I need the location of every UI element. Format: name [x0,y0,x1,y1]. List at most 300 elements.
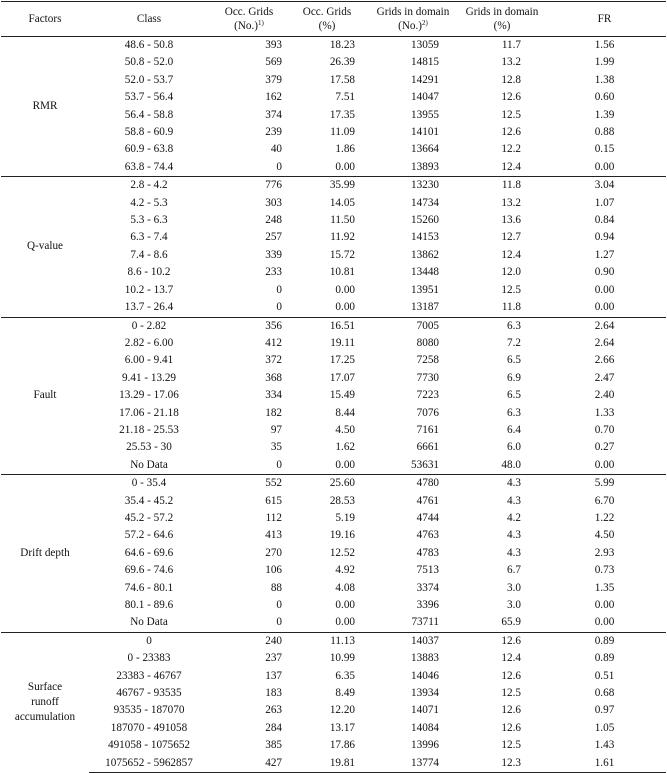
factor-cell [1,317,89,475]
occ-grids-pct-cell: 5.19 [335,511,355,524]
fr-cell: 0.88 [594,126,615,139]
class-cell: 187070 - 491058 [110,721,188,734]
fr-cell: 0.73 [594,564,615,577]
table-row [1,195,666,212]
factor-label: Q-value [26,240,64,253]
occ-grids-pct-cell: 4.92 [335,564,355,577]
occ-grids-no-cell: 412 [265,336,282,349]
grids-domain-pct-cell: 4.3 [507,494,521,507]
factor-label-line: accumulation [14,711,76,724]
grids-domain-no-cell: 14047 [411,91,439,104]
class-cell: 53.7 - 56.4 [124,91,174,104]
fr-cell: 2.93 [594,546,615,559]
class-cell: No Data [130,458,168,471]
factor-cell [1,177,89,317]
table-row [1,141,666,158]
header-grids-domain-pct-line2: (%) [493,20,511,32]
table-row [1,702,666,719]
grids-domain-no-cell: 13187 [411,301,439,314]
factor-label: RMR [32,100,58,113]
occ-grids-no-cell: 182 [265,406,282,419]
factor-cell [1,37,89,177]
grids-domain-pct-cell: 4.3 [507,546,521,559]
grids-domain-pct-cell: 12.5 [501,739,521,752]
fr-cell: 3.04 [543,177,666,195]
table-row [1,54,666,71]
grids-domain-no-cell: 13230 [365,177,461,195]
grids-domain-no-cell: 7730 [416,371,439,384]
header-fr [543,2,666,37]
grids-domain-no-cell: 14291 [411,73,439,86]
class-cell: 491058 - 1075652 [107,739,191,752]
class-cell: 2.82 - 6.00 [124,336,174,349]
occ-grids-no-cell: 339 [265,248,282,261]
header-grids-domain-pct [461,2,543,37]
occ-grids-no-cell: 137 [265,669,282,682]
fr-cell: 1.39 [594,108,615,121]
occ-grids-no-cell: 385 [265,739,282,752]
table-row [1,159,666,177]
factor-cell [1,632,89,772]
grids-domain-pct-cell: 13.2 [501,56,521,69]
table-row [1,405,666,422]
occ-grids-no-cell: 233 [265,266,282,279]
fr-cell: 5.99 [543,475,666,493]
factor-cell [1,475,89,633]
grids-domain-pct-cell: 6.5 [507,389,521,402]
table-row [1,282,666,299]
table-row [1,668,666,685]
occ-grids-no-cell: 270 [265,546,282,559]
occ-grids-no-cell: 0 [276,458,282,471]
fr-cell: 0.89 [594,652,615,665]
occ-grids-pct-cell: 17.25 [329,354,355,367]
grids-domain-pct-cell: 6.0 [507,441,521,454]
occ-grids-no-cell: 162 [265,91,282,104]
grids-domain-pct-cell: 12.0 [501,266,521,279]
grids-domain-pct-cell: 12.6 [501,704,521,717]
occ-grids-pct-cell: 14.05 [329,196,355,209]
occ-grids-pct-cell: 18.23 [289,37,365,55]
fr-cell: 1.99 [594,56,615,69]
occ-grids-no-cell: 0 [276,599,282,611]
grids-domain-no-cell: 13955 [411,108,439,121]
occ-grids-pct-cell: 11.92 [330,231,355,244]
grids-domain-pct-cell: 12.3 [461,755,543,773]
grids-domain-pct-cell: 12.2 [501,143,521,156]
occ-grids-pct-cell: 11.09 [330,126,355,139]
occ-grids-pct-cell: 0.00 [335,599,355,611]
occ-grids-pct-cell: 8.49 [335,687,355,700]
grids-domain-no-cell: 4763 [416,529,439,542]
table-row [1,614,666,632]
occ-grids-no-cell: 112 [265,511,282,524]
occ-grids-no-cell: 35 [270,441,282,454]
grids-domain-pct-cell: 3.0 [507,581,521,594]
grids-domain-pct-cell: 12.4 [501,248,521,261]
class-cell: 25.53 - 30 [126,441,172,454]
occ-grids-pct-cell: 15.49 [329,389,355,402]
header-factors-text: Factors [28,13,62,25]
class-cell: 56.4 - 58.8 [124,108,174,121]
factor-label-line: runoff [31,696,59,709]
grids-domain-no-cell: 4761 [416,494,439,507]
class-cell: 80.1 - 89.6 [124,599,174,611]
grids-domain-no-cell: 73711 [411,616,439,629]
grids-domain-no-cell: 7076 [416,406,439,419]
header-fr-text: FR [597,13,612,25]
occ-grids-no-cell: 240 [209,632,289,650]
grids-domain-pct-cell: 12.5 [501,108,521,121]
occ-grids-pct-cell: 0.00 [335,160,355,173]
grids-domain-no-cell: 13996 [411,739,439,752]
table-row [1,562,666,579]
factor-label-line: Surface [27,681,63,694]
grids-domain-no-cell: 6661 [416,441,439,454]
occ-grids-no-cell: 334 [265,389,282,402]
grids-domain-no-cell: 13893 [411,160,439,173]
fr-cell: 1.56 [543,37,666,55]
table-row [1,335,666,352]
grids-domain-no-cell: 13059 [365,37,461,55]
factor-label: Drift depth [20,546,70,559]
occ-grids-pct-cell: 4.08 [335,581,355,594]
grids-domain-pct-cell: 11.8 [501,301,521,314]
table-row [1,597,666,614]
class-cell: 45.2 - 57.2 [124,511,174,524]
occ-grids-no-cell: 374 [265,108,282,121]
occ-grids-pct-cell: 1.62 [335,441,355,454]
header-occ-grids-no-line2: (No.) [234,20,259,32]
grids-domain-pct-cell: 12.6 [501,721,521,734]
grids-domain-no-cell: 14037 [365,632,461,650]
table-row [1,545,666,562]
class-cell: 5.3 - 6.3 [130,214,168,227]
header-class-text: Class [136,13,162,25]
occ-grids-no-cell: 303 [265,196,282,209]
table-row [1,720,666,737]
occ-grids-no-cell: 183 [265,687,282,700]
class-cell: 0 [89,632,209,650]
class-cell: 17.06 - 21.18 [119,406,179,419]
class-cell: 1075652 - 5962857 [89,755,209,773]
table-row [1,89,666,106]
occ-grids-pct-cell: 19.11 [330,336,355,349]
occ-grids-pct-cell: 13.17 [329,721,355,734]
occ-grids-pct-cell: 7.51 [335,91,355,104]
occ-grids-pct-cell: 28.53 [329,494,355,507]
grids-domain-pct-cell: 12.4 [501,652,521,665]
class-cell: 0 - 35.4 [89,475,209,493]
grids-domain-no-cell: 3396 [416,599,439,611]
occ-grids-pct-cell: 1.86 [335,143,355,156]
table-row [1,37,666,55]
grids-domain-no-cell: 13774 [365,755,461,773]
class-cell: 6.3 - 7.4 [130,231,168,244]
occ-grids-no-cell: 569 [265,56,282,69]
class-cell: 13.29 - 17.06 [119,389,179,402]
grids-domain-pct-cell: 11.7 [461,37,543,55]
class-cell: 93535 - 187070 [113,704,185,717]
header-occ-grids-pct-line1: Occ. Grids [302,6,352,18]
fr-cell: 0.00 [594,301,615,314]
fr-cell: 1.07 [594,196,615,209]
grids-domain-no-cell: 13951 [411,283,439,296]
class-cell: 7.4 - 8.6 [130,248,168,261]
fr-cell: 1.27 [594,248,615,261]
grids-domain-pct-cell: 12.8 [501,73,521,86]
class-cell: 10.2 - 13.7 [124,283,174,296]
class-cell: 63.8 - 74.4 [124,160,174,173]
occ-grids-no-cell: 248 [265,214,282,227]
fr-cell: 1.35 [594,581,615,594]
fr-cell: 4.50 [594,529,615,542]
occ-grids-no-cell: 552 [209,475,289,493]
table-row [1,580,666,597]
occ-grids-no-cell: 263 [265,704,282,717]
fr-cell: 2.47 [594,371,615,384]
occ-grids-pct-cell: 17.58 [329,73,355,86]
footnote-marker-2: 2) [422,19,428,27]
occ-grids-pct-cell: 17.35 [329,108,355,121]
grids-domain-pct-cell: 4.2 [507,511,521,524]
grids-domain-no-cell: 8080 [416,336,439,349]
grids-domain-pct-cell: 12.5 [501,687,521,700]
fr-cell: 0.00 [594,160,615,173]
frequency-ratio-table [1,1,666,773]
occ-grids-no-cell: 0 [276,616,282,629]
fr-cell: 0.97 [594,704,615,717]
grids-domain-pct-cell: 12.6 [461,632,543,650]
grids-domain-pct-cell: 12.7 [501,231,521,244]
occ-grids-pct-cell: 12.52 [329,546,355,559]
occ-grids-pct-cell: 15.72 [329,248,355,261]
grids-domain-no-cell: 14815 [411,56,439,69]
table-row [1,72,666,89]
grids-domain-pct-cell: 13.2 [501,196,521,209]
grids-domain-pct-cell: 12.4 [501,160,521,173]
header-grids-domain-no [365,2,461,37]
fr-cell: 0.70 [594,423,615,436]
grids-domain-no-cell: 4780 [365,475,461,493]
grids-domain-no-cell: 53631 [411,458,439,471]
class-cell: No Data [130,616,168,629]
occ-grids-no-cell: 393 [209,37,289,55]
fr-cell: 0.00 [594,599,615,611]
class-cell: 2.8 - 4.2 [89,177,209,195]
fr-cell: 0.00 [594,458,615,471]
class-cell: 23383 - 46767 [116,669,182,682]
header-occ-grids-no [209,2,289,37]
table-row [1,264,666,281]
grids-domain-pct-cell: 6.5 [507,354,521,367]
header-occ-grids-pct [289,2,365,37]
class-cell: 60.9 - 63.8 [124,143,174,156]
occ-grids-no-cell: 97 [270,423,282,436]
grids-domain-pct-cell: 6.4 [507,423,521,436]
fr-cell: 1.61 [543,755,666,773]
grids-domain-no-cell: 14046 [411,669,439,682]
grids-domain-pct-cell: 48.0 [501,458,521,471]
occ-grids-pct-cell: 0.00 [335,283,355,296]
grids-domain-no-cell: 7513 [416,564,439,577]
class-cell: 57.2 - 64.6 [124,529,174,542]
grids-domain-no-cell: 14071 [411,704,439,717]
class-cell: 4.2 - 5.3 [130,196,168,209]
occ-grids-no-cell: 40 [270,143,282,156]
fr-cell: 0.00 [594,283,615,296]
fr-cell: 1.43 [594,739,615,752]
table-row [1,352,666,369]
fr-cell: 0.00 [594,616,615,629]
fr-cell: 2.40 [594,389,615,402]
table-row [1,370,666,387]
table-row [1,177,666,195]
fr-cell: 2.64 [543,317,666,335]
occ-grids-no-cell: 88 [270,581,282,594]
occ-grids-pct-cell: 10.81 [329,266,355,279]
header-factors [1,2,89,37]
occ-grids-pct-cell: 11.13 [289,632,365,650]
occ-grids-pct-cell: 10.99 [329,652,355,665]
occ-grids-pct-cell: 0.00 [335,616,355,629]
table-row [1,124,666,141]
grids-domain-pct-cell: 12.5 [501,283,521,296]
header-occ-grids-pct-line2: (%) [318,20,336,32]
fr-cell: 1.33 [594,406,615,419]
class-cell: 74.6 - 80.1 [124,581,174,594]
grids-domain-no-cell: 15260 [411,214,439,227]
grids-domain-no-cell: 7005 [365,317,461,335]
fr-cell: 1.38 [594,73,615,86]
header-grids-domain-pct-line1: Grids in domain [465,6,539,18]
occ-grids-no-cell: 239 [265,126,282,139]
class-cell: 0 - 23383 [127,652,171,665]
occ-grids-no-cell: 0 [276,160,282,173]
table-row [1,247,666,264]
grids-domain-no-cell: 14084 [411,721,439,734]
occ-grids-no-cell: 257 [265,231,282,244]
fr-cell: 0.94 [594,231,615,244]
grids-domain-pct-cell: 65.9 [501,616,521,629]
table-header [1,2,666,37]
class-cell: 21.18 - 25.53 [119,423,179,436]
class-cell: 13.7 - 26.4 [124,301,174,314]
factor-label: Fault [33,389,57,402]
footnote-marker-1: 1) [258,19,264,27]
occ-grids-pct-cell: 17.07 [329,371,355,384]
table-row [1,527,666,544]
occ-grids-no-cell: 372 [265,354,282,367]
grids-domain-pct-cell: 6.3 [507,406,521,419]
table-row [1,475,666,493]
occ-grids-no-cell: 284 [265,721,282,734]
grids-domain-pct-cell: 6.9 [507,371,521,384]
occ-grids-pct-cell: 8.44 [335,406,355,419]
table-row [1,493,666,510]
grids-domain-pct-cell: 6.7 [507,564,521,577]
grids-domain-no-cell: 3374 [416,581,439,594]
class-cell: 58.8 - 60.9 [124,126,174,139]
grids-domain-no-cell: 4783 [416,546,439,559]
fr-cell: 6.70 [594,494,615,507]
grids-domain-no-cell: 14153 [411,231,439,244]
header-grids-domain-no-line1: Grids in domain [376,6,450,18]
table-row [1,632,666,650]
grids-domain-no-cell: 4744 [416,511,439,524]
occ-grids-no-cell: 427 [209,755,289,773]
fr-cell: 1.05 [594,721,615,734]
table-row [1,510,666,527]
class-cell: 64.6 - 69.6 [124,546,174,559]
occ-grids-pct-cell: 19.16 [329,529,355,542]
class-cell: 6.00 - 9.41 [124,354,174,367]
occ-grids-pct-cell: 26.39 [329,56,355,69]
fr-cell: 2.66 [594,354,615,367]
occ-grids-pct-cell: 0.00 [335,301,355,314]
class-cell: 48.6 - 50.8 [89,37,209,55]
grids-domain-pct-cell: 6.3 [461,317,543,335]
fr-cell: 0.60 [594,91,615,104]
table-row [1,229,666,246]
grids-domain-pct-cell: 12.6 [501,126,521,139]
table-row [1,439,666,456]
table-row [1,107,666,124]
grids-domain-no-cell: 14101 [411,126,439,139]
occ-grids-no-cell: 615 [265,494,282,507]
occ-grids-pct-cell: 17.86 [329,739,355,752]
fr-cell: 0.89 [543,632,666,650]
grids-domain-pct-cell: 13.6 [501,214,521,227]
header-class [89,2,209,37]
class-cell: 9.41 - 13.29 [121,371,177,384]
class-cell: 8.6 - 10.2 [127,266,171,279]
fr-cell: 0.15 [594,143,615,156]
grids-domain-no-cell: 13934 [411,687,439,700]
occ-grids-pct-cell: 35.99 [289,177,365,195]
table-row [1,737,666,754]
grids-domain-pct-cell: 12.6 [501,669,521,682]
grids-domain-no-cell: 7258 [416,354,439,367]
fr-cell: 0.68 [594,687,615,700]
table-row [1,212,666,229]
fr-cell: 1.22 [594,511,615,524]
grids-domain-no-cell: 13862 [411,248,439,261]
table-row [1,755,666,773]
grids-domain-pct-cell: 7.2 [507,336,521,349]
occ-grids-pct-cell: 25.60 [289,475,365,493]
occ-grids-no-cell: 237 [265,652,282,665]
occ-grids-no-cell: 106 [265,564,282,577]
grids-domain-pct-cell: 4.3 [507,529,521,542]
table-row [1,387,666,404]
fr-cell: 2.64 [594,336,615,349]
fr-cell: 0.27 [594,441,615,454]
occ-grids-pct-cell: 4.50 [335,423,355,436]
grids-domain-pct-cell: 12.6 [501,91,521,104]
grids-domain-pct-cell: 3.0 [507,599,521,611]
header-grids-domain-no-line2: (No.) [398,20,423,32]
table-row [1,685,666,702]
fr-cell: 0.84 [594,214,615,227]
occ-grids-no-cell: 368 [265,371,282,384]
occ-grids-pct-cell: 11.50 [330,214,355,227]
occ-grids-pct-cell: 0.00 [335,458,355,471]
occ-grids-pct-cell: 16.51 [289,317,365,335]
table-body [1,37,666,773]
table-row [1,422,666,439]
table-row [1,457,666,475]
